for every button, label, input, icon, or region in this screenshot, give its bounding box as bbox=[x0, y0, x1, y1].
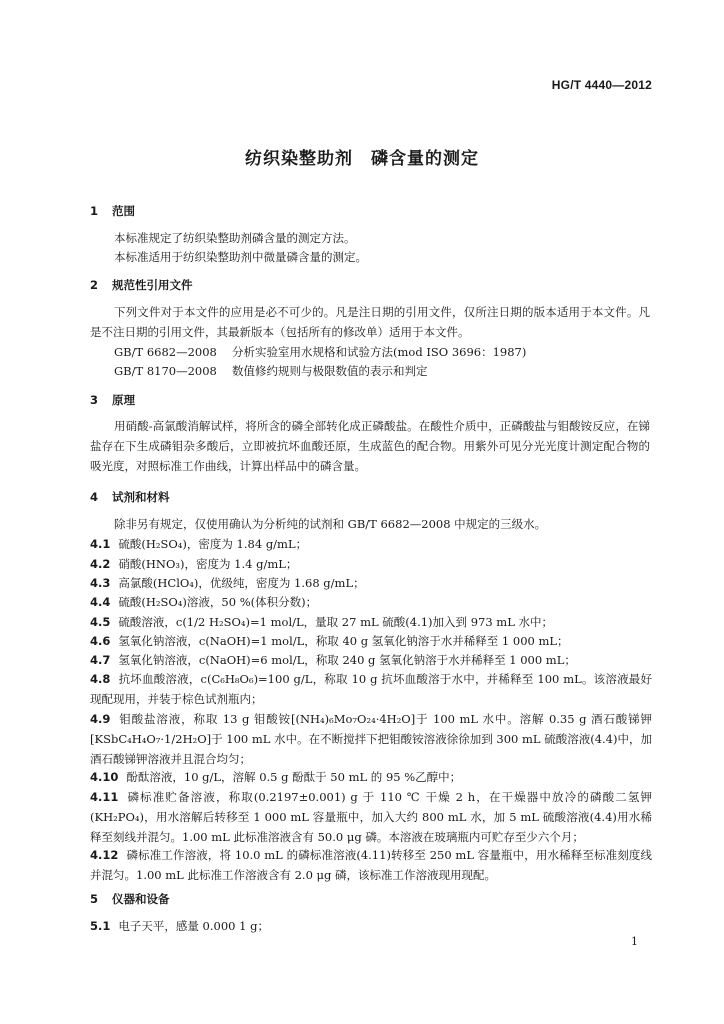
reference-title: 数值修约规则与极限数值的表示和判定 bbox=[232, 364, 428, 378]
item-number: 4.12 bbox=[90, 848, 119, 862]
reagent-item bbox=[90, 709, 652, 769]
item-number: 5.1 bbox=[90, 919, 111, 933]
page-number: 1 bbox=[631, 935, 638, 948]
scope-line-2: 本标准适用于纺织染整助剂中微量磷含量的测定。 bbox=[114, 250, 367, 264]
section-number: 2 bbox=[90, 278, 99, 292]
reagent-item bbox=[90, 573, 652, 593]
section-number: 1 bbox=[90, 204, 99, 218]
item-number: 4.8 bbox=[90, 672, 111, 686]
reagent-item bbox=[90, 631, 652, 651]
item-number: 4.2 bbox=[90, 557, 111, 571]
item-text: 磷标准贮备溶液，称取(0.2197±0.001) g 于 110 ℃ 干燥 2 h，在干燥器中放冷的磷酸二氢钾(KH₂PO₄)，用水溶解后转移至 1 000 mL 容量瓶中，加入大约 800 mL 水，加 5 mL 硫酸溶液(4.4)用水稀释至刻线并混匀。1.00 mL 此标准溶液含有 50.0 μg 磷。本溶液在玻璃瓶内可贮存至少六个月； bbox=[90, 790, 652, 844]
section-heading-principle bbox=[90, 392, 135, 408]
item-number: 4.5 bbox=[90, 615, 111, 629]
scope-line-1: 本标准规定了纺织染整助剂磷含量的测定方法。 bbox=[114, 231, 356, 245]
principle-text: 用硝酸-高氯酸消解试样，将所含的磷全部转化成正磷酸盐。在酸性介质中，正磷酸盐与钼酸铵反应，在锑盐存在下生成磷钼杂多酸后，立即被抗坏血酸还原，生成蓝色的配合物。用紫外可见分光光度计测定配合物的吸光度，对照标准工作曲线，计算出样品中的磷含量。 bbox=[90, 419, 650, 473]
item-text: 氢氧化钠溶液，c(NaOH)=1 mol/L，称取 40 g 氢氧化钠溶于水并稀释至 1 000 mL； bbox=[118, 634, 569, 648]
reference-code: GB/T 8170—2008 bbox=[114, 364, 217, 378]
standard-code: HG/T 4440—2012 bbox=[551, 78, 652, 92]
reagent-item bbox=[90, 554, 652, 574]
section-title: 范围 bbox=[112, 204, 135, 218]
reagent-item bbox=[90, 669, 652, 709]
section-title: 仪器和设备 bbox=[112, 892, 170, 906]
equipment-item bbox=[90, 916, 652, 936]
reagents-intro: 除非另有规定，仅使用确认为分析纯的试剂和 GB/T 6682—2008 中规定的三级水。 bbox=[114, 517, 547, 531]
reagent-item bbox=[90, 534, 652, 554]
reagent-item bbox=[90, 592, 652, 612]
section-heading-scope bbox=[90, 203, 135, 219]
section-title: 原理 bbox=[112, 393, 135, 407]
reagent-item bbox=[90, 767, 652, 787]
reagent-item bbox=[90, 650, 652, 670]
item-text: 电子天平，感量 0.000 1 g； bbox=[118, 919, 269, 933]
section-number: 4 bbox=[90, 490, 99, 504]
item-text: 酚酞溶液，10 g/L，溶解 0.5 g 酚酞于 50 mL 的 95 %乙醇中； bbox=[126, 770, 462, 784]
item-number: 4.7 bbox=[90, 653, 111, 667]
item-number: 4.6 bbox=[90, 634, 111, 648]
item-text: 高氯酸(HClO₄)，优级纯，密度为 1.68 g/mL； bbox=[118, 576, 365, 590]
item-number: 4.4 bbox=[90, 595, 111, 609]
section-number: 3 bbox=[90, 393, 99, 407]
item-text: 抗坏血酸溶液，c(C₆H₈O₆)=100 g/L，称取 10 g 抗坏血酸溶于水中，并稀释至 100 mL。该溶液最好现配现用，并装于棕色试剂瓶内； bbox=[90, 672, 652, 706]
reference-item-2 bbox=[114, 361, 674, 381]
reagent-item bbox=[90, 612, 652, 632]
document-title bbox=[0, 144, 724, 169]
item-text: 硫酸(H₂SO₄)，密度为 1.84 g/mL； bbox=[118, 537, 308, 551]
section-heading-references bbox=[90, 277, 193, 293]
reference-code: GB/T 6682—2008 bbox=[114, 345, 217, 359]
item-text: 磷标准工作溶液，将 10.0 mL 的磷标准溶液(4.11)转移至 250 mL 容量瓶中，用水稀释至标准刻度线并混匀。1.00 mL 此标准工作溶液含有 2.0 μg 磷，该标准工作溶液现用现配。 bbox=[90, 848, 652, 882]
title-part-2: 磷含量的测定 bbox=[371, 149, 479, 169]
item-number: 4.9 bbox=[90, 712, 111, 726]
item-text: 硝酸(HNO₃)，密度为 1.4 g/mL； bbox=[118, 557, 298, 571]
section-title: 规范性引用文件 bbox=[112, 278, 193, 292]
reagent-item bbox=[90, 845, 652, 885]
section-title: 试剂和材料 bbox=[112, 490, 170, 504]
section-number: 5 bbox=[90, 892, 99, 906]
item-number: 4.10 bbox=[90, 770, 119, 784]
section-heading-equipment bbox=[90, 891, 170, 907]
item-text: 氢氧化钠溶液，c(NaOH)=6 mol/L，称取 240 g 氢氧化钠溶于水并稀释至 1 000 mL； bbox=[118, 653, 576, 667]
reference-item-1 bbox=[114, 342, 674, 362]
reagent-item bbox=[90, 787, 652, 847]
item-text: 硫酸(H₂SO₄)溶液，50 %(体积分数)； bbox=[118, 595, 318, 609]
reference-title: 分析实验室用水规格和试验方法(mod ISO 3696：1987) bbox=[232, 345, 527, 359]
item-text: 硫酸溶液，c(1/2 H₂SO₄)=1 mol/L，量取 27 mL 硫酸(4.1)加入到 973 mL 水中； bbox=[118, 615, 553, 629]
item-number: 4.11 bbox=[90, 790, 119, 804]
title-part-1: 纺织染整助剂 bbox=[245, 149, 353, 169]
item-number: 4.3 bbox=[90, 576, 111, 590]
references-intro: 下列文件对于本文件的应用是必不可少的。凡是注日期的引用文件，仅所注日期的版本适用于本文件。凡是不注日期的引用文件，其最新版本（包括所有的修改单）适用于本文件。 bbox=[90, 305, 650, 339]
section-heading-reagents bbox=[90, 489, 170, 505]
item-text: 钼酸盐溶液，称取 13 g 钼酸铵[(NH₄)₆Mo₇O₂₄·4H₂O]于 100 mL 水中。溶解 0.35 g 酒石酸锑钾[KSbC₄H₄O₇·1/2H₂O]于 100 mL 水中。在不断搅拌下把钼酸铵溶液徐徐加到 300 mL 硫酸溶液(4.4)中，加酒石酸锑钾溶液并且混合均匀； bbox=[90, 712, 652, 766]
item-number: 4.1 bbox=[90, 537, 111, 551]
